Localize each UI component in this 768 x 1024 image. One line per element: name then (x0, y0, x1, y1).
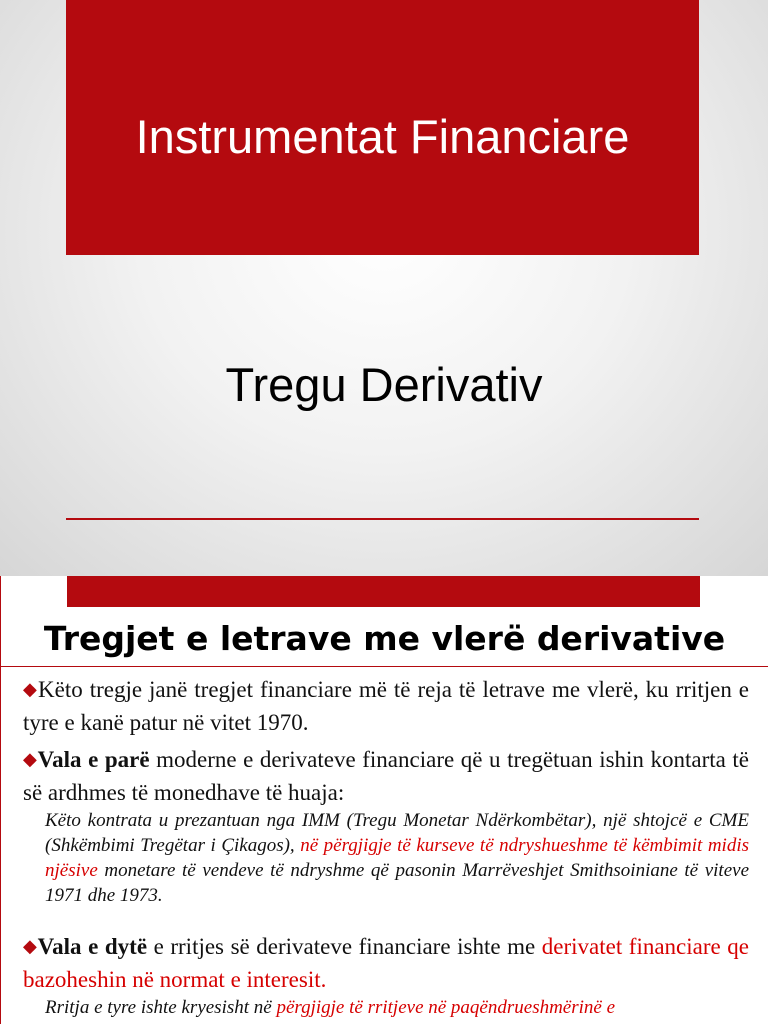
title-box (66, 0, 699, 255)
diamond-bullet-icon: ◆ (23, 749, 38, 769)
bullet-1 (23, 674, 749, 738)
bullet-3-italic (23, 995, 749, 1020)
bullet-3 (23, 931, 749, 1020)
bullet-2-italic-a: Këto kontrata u prezantuan nga IMM (Tregu Monetar Ndërkombëtar), një shtojcë e CME (Shkëmbimi Tregëtar i Çikagos), (45, 810, 749, 856)
bullet-2 (23, 744, 749, 908)
content-title: Tregjet e letrave me vlerë derivative (43, 619, 726, 658)
bullet-2-bold: Vala e parë (37, 747, 150, 772)
bullet-2-italic-red: në përgjigje të kurseve të ndryshueshme të këmbimit midis njësive (45, 835, 749, 881)
slide-title: Instrumentat Financiare (135, 110, 630, 163)
header-bar (67, 576, 700, 607)
content-slide (0, 576, 768, 1024)
bullet-3-italic-red: përgjigje të rritjeve në paqëndrueshmërinë e (276, 997, 616, 1018)
slide-subtitle: Tregu Derivativ (225, 358, 543, 411)
bullet-3-text: e rritjes së derivateve financiare ishte me (147, 934, 542, 959)
bullet-3-red: derivatet financiare qe bazoheshin në normat e interesit. (23, 934, 749, 992)
bullet-3-italic-a: Rritja e tyre ishte kryesisht në (45, 997, 277, 1018)
bullet-2-text: moderne e derivateve financiare që u tregëtuan ishin kontarta të së ardhmes të monedhave të huaja: (23, 747, 749, 805)
bullet-2-italic (23, 808, 749, 908)
bullet-3-bold: Vala e dytë (37, 934, 148, 959)
diamond-bullet-icon: ◆ (23, 679, 39, 699)
bullet-1-text: Këto tregje janë tregjet financiare më të reja të letrave me vlerë, ku rritjen e tyre e kanë patur në vitet 1970. (23, 677, 749, 735)
title-rule (1, 666, 768, 667)
diamond-bullet-icon: ◆ (23, 936, 38, 956)
bullet-2-italic-b: monetare të vendeve të ndryshme që pasonin Marrëveshjet Smithsoiniane të viteve 1971 dhe 1973. (45, 860, 749, 906)
divider-line (66, 518, 699, 520)
